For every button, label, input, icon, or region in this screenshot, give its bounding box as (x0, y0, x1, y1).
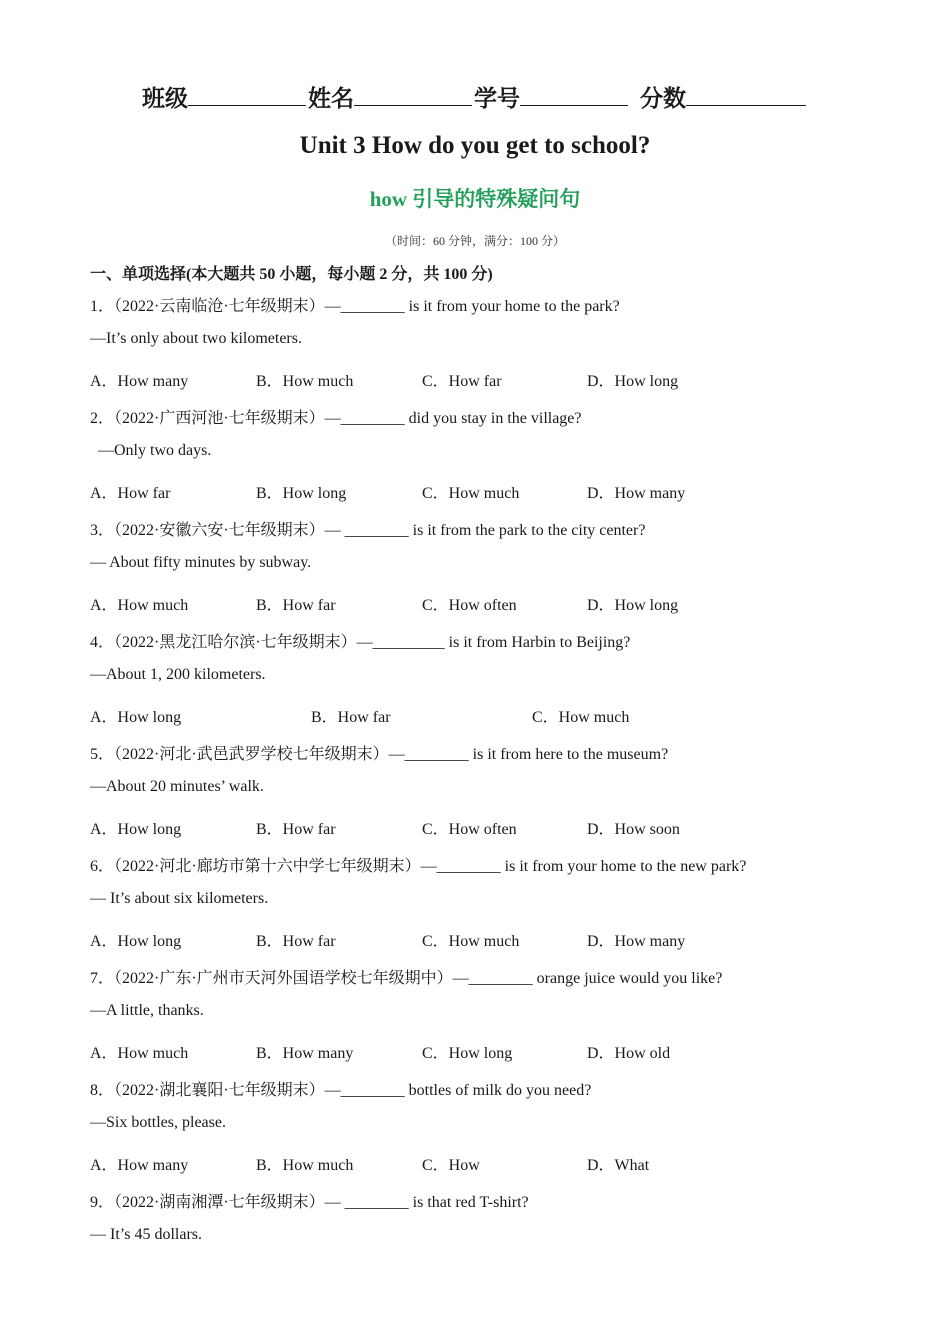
question-stem: 3．（2022·安徽六安·七年级期末）— ________ is it from the park to the city center? (90, 522, 646, 539)
question-options (90, 704, 850, 726)
option-a[interactable]: A．How long (90, 821, 182, 838)
question-answer: — It’s 45 dollars. (90, 1226, 202, 1243)
student-id-blank[interactable] (520, 85, 628, 106)
option-a[interactable]: A．How many (90, 1157, 189, 1174)
question-stem: 5．（2022·河北·武邑武罗学校七年级期末）—________ is it from here to the museum? (90, 746, 669, 763)
option-d[interactable]: D．How many (587, 933, 686, 950)
option-a[interactable]: A．How long (90, 933, 182, 950)
option-a[interactable]: A．How long (90, 709, 182, 726)
option-b[interactable]: B．How many (256, 1045, 354, 1062)
student-info-line (0, 80, 950, 113)
option-b[interactable]: B．How far (256, 597, 336, 614)
question-answer: — It’s about six kilometers. (90, 890, 269, 907)
option-b[interactable]: B．How long (256, 485, 347, 502)
question-options (90, 592, 850, 614)
question-options (90, 928, 850, 950)
option-a[interactable]: A．How much (90, 1045, 189, 1062)
question-stem: 6．（2022·河北·廊坊市第十六中学七年级期末）—________ is it from your home to the new park? (90, 858, 747, 875)
option-a[interactable]: A．How much (90, 597, 189, 614)
name-field (308, 80, 474, 113)
option-c[interactable]: C．How far (422, 373, 502, 390)
unit-title: Unit 3 How do you get to school? (299, 132, 651, 159)
score-field (640, 80, 808, 113)
class-field (142, 80, 308, 113)
option-c[interactable]: C．How much (532, 709, 630, 726)
name-label: 姓名 (308, 86, 354, 111)
question-answer: —Six bottles, please. (90, 1114, 226, 1131)
name-blank[interactable] (354, 85, 472, 106)
time-info: （时间：60 分钟，满分：100 分） (384, 234, 565, 248)
class-blank[interactable] (188, 85, 306, 106)
question-options (90, 1152, 850, 1174)
question-options (90, 816, 850, 838)
option-b[interactable]: B．How much (256, 1157, 354, 1174)
question-options (90, 480, 850, 502)
question-answer: —A little, thanks. (90, 1002, 204, 1019)
question-stem: 2．（2022·广西河池·七年级期末）—________ did you stay in the village? (90, 410, 582, 427)
question-stem: 7．（2022·广东·广州市天河外国语学校七年级期中）—________ orange juice would you like? (90, 970, 723, 987)
option-a[interactable]: A．How many (90, 373, 189, 390)
option-d[interactable]: D．How old (587, 1045, 671, 1062)
question-answer: —About 1, 200 kilometers. (90, 666, 266, 683)
student-id-label: 学号 (474, 86, 520, 111)
option-c[interactable]: C．How (422, 1157, 480, 1174)
topic-subtitle: how 引导的特殊疑问句 (369, 187, 581, 211)
option-d[interactable]: D．How many (587, 485, 686, 502)
question-options (90, 1040, 850, 1062)
option-d[interactable]: D．What (587, 1157, 650, 1174)
option-c[interactable]: C．How much (422, 933, 520, 950)
option-c[interactable]: C．How long (422, 1045, 513, 1062)
question-stem: 8．（2022·湖北襄阳·七年级期末）—________ bottles of milk do you need? (90, 1082, 592, 1099)
question-stem: 9．（2022·湖南湘潭·七年级期末）— ________ is that red T-shirt? (90, 1194, 529, 1211)
question-answer: —About 20 minutes’ walk. (90, 778, 264, 795)
option-b[interactable]: B．How far (311, 709, 391, 726)
option-a[interactable]: A．How far (90, 485, 171, 502)
question-answer: —It’s only about two kilometers. (90, 330, 302, 347)
option-c[interactable]: C．How often (422, 821, 517, 838)
question-answer: — About fifty minutes by subway. (90, 554, 312, 571)
option-d[interactable]: D．How soon (587, 821, 680, 838)
option-d[interactable]: D．How long (587, 597, 679, 614)
class-label: 班级 (142, 86, 188, 111)
question-stem: 1．（2022·云南临沧·七年级期末）—________ is it from your home to the park? (90, 298, 620, 315)
score-label: 分数 (640, 86, 686, 111)
question-answer: —Only two days. (98, 442, 212, 459)
option-c[interactable]: C．How often (422, 597, 517, 614)
option-c[interactable]: C．How much (422, 485, 520, 502)
question-stem: 4．（2022·黑龙江哈尔滨·七年级期末）—_________ is it from Harbin to Beijing? (90, 634, 631, 651)
question-options (90, 368, 850, 390)
option-b[interactable]: B．How far (256, 821, 336, 838)
option-b[interactable]: B．How much (256, 373, 354, 390)
section-heading: 一、单项选择(本大题共 50 小题，每小题 2 分，共 100 分) (90, 266, 493, 283)
option-b[interactable]: B．How far (256, 933, 336, 950)
student-id-field (474, 80, 640, 113)
option-d[interactable]: D．How long (587, 373, 679, 390)
score-blank[interactable] (686, 85, 806, 106)
